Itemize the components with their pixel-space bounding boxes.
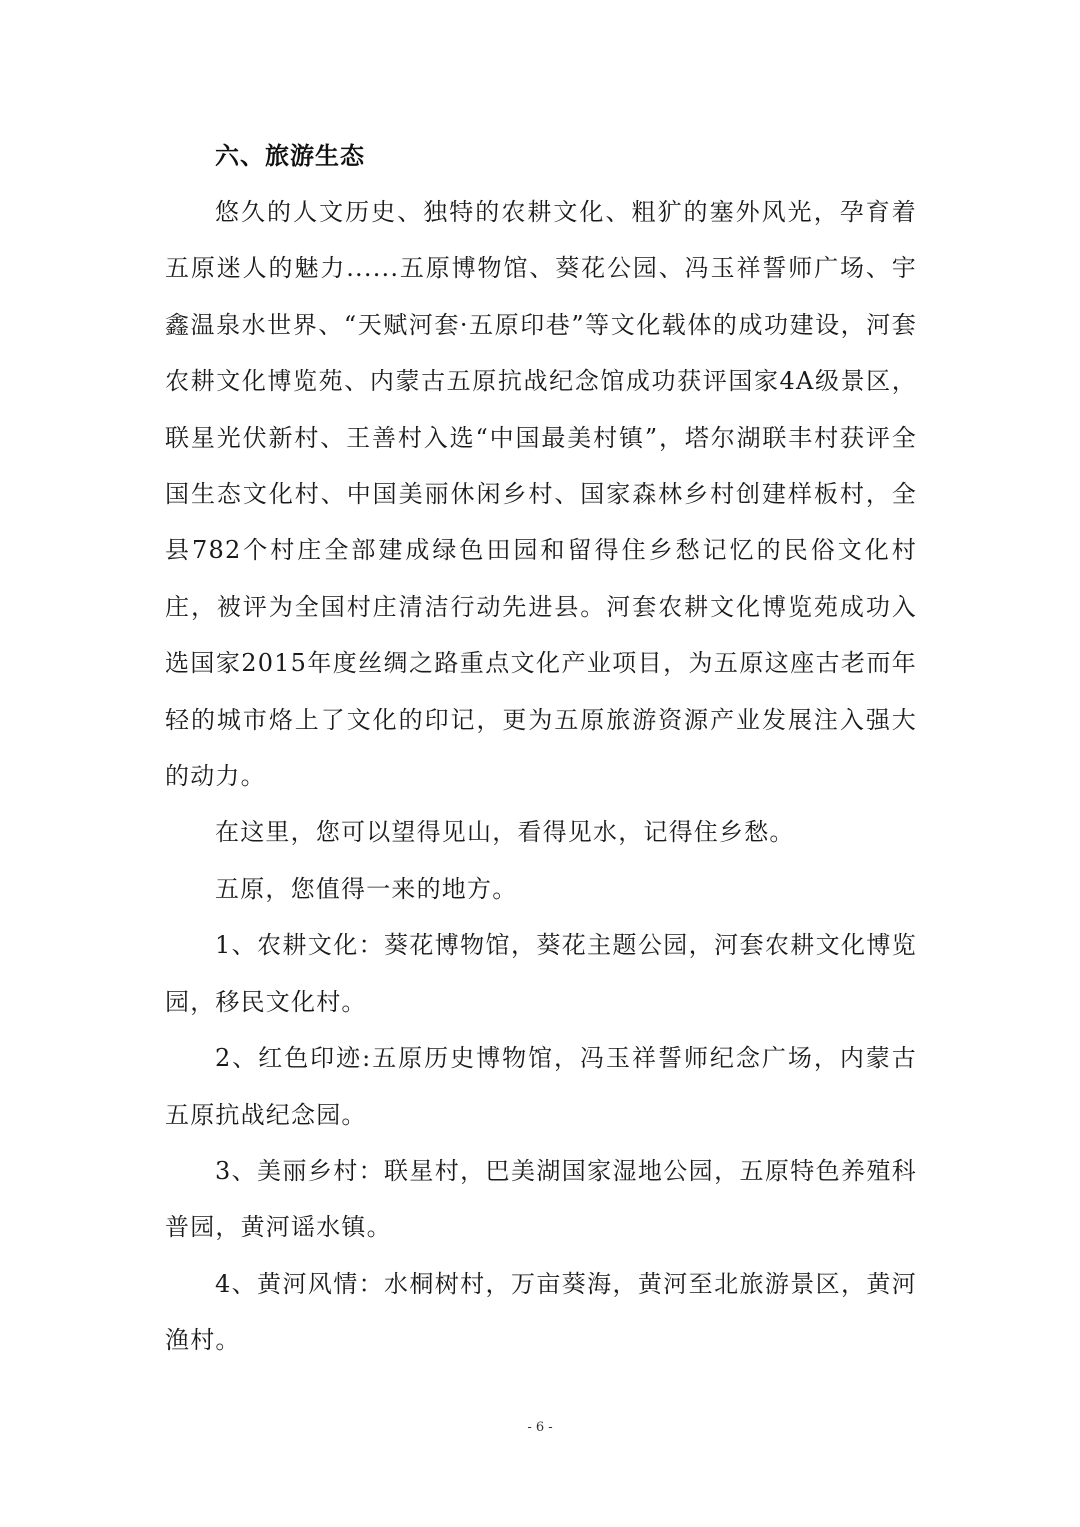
section-heading: 六、旅游生态 [215,142,365,170]
list-item-farming-culture: 1、农耕文化：葵花博物馆，葵花主题公园，河套农耕文化博览园，移民文化村。 [165,931,917,1016]
document-page [165,128,917,1369]
slogan-paragraph: 在这里，您可以望得见山，看得见水，记得住乡愁。 [215,818,795,847]
list-item-red-heritage: 2、红色印迹:五原历史博物馆，冯玉祥誓师纪念广场，内蒙古五原抗战纪念园。 [165,1044,917,1129]
page-number: - 6 - [527,1420,553,1435]
welcome-paragraph: 五原，您值得一来的地方。 [215,874,518,903]
intro-paragraph: 悠久的人文历史、独特的农耕文化、粗犷的塞外风光，孕育着五原迷人的魅力......五原博物馆、葵花公园、冯玉祥誓师广场、宇鑫温泉水世界、“天赋河套·五原印巷”等文化载体的成功建设，河套农耕文化博览苑、内蒙古五原抗战纪念馆成功获评国家4A级景区，联星光伏新村、王善村入选“中国最美村镇”，塔尔湖联丰村获评全国生态文化村、中国美丽休闲乡村、国家森林乡村创建样板村，全县782个村庄全部建成绿色田园和留得住乡愁记忆的民俗文化村庄，被评为全国村庄清洁行动先进县。河套农耕文化博览苑成功入选国家2015年度丝绸之路重点文化产业项目，为五原这座古老而年轻的城市烙上了文化的印记，更为五原旅游资源产业发展注入强大的动力。 [165,198,917,791]
list-item-beautiful-villages: 3、美丽乡村：联星村，巴美湖国家湿地公园，五原特色养殖科普园，黄河谣水镇。 [165,1156,917,1242]
list-item-yellow-river: 4、黄河风情：水桐树村，万亩葵海，黄河至北旅游景区，黄河渔村。 [165,1269,917,1355]
